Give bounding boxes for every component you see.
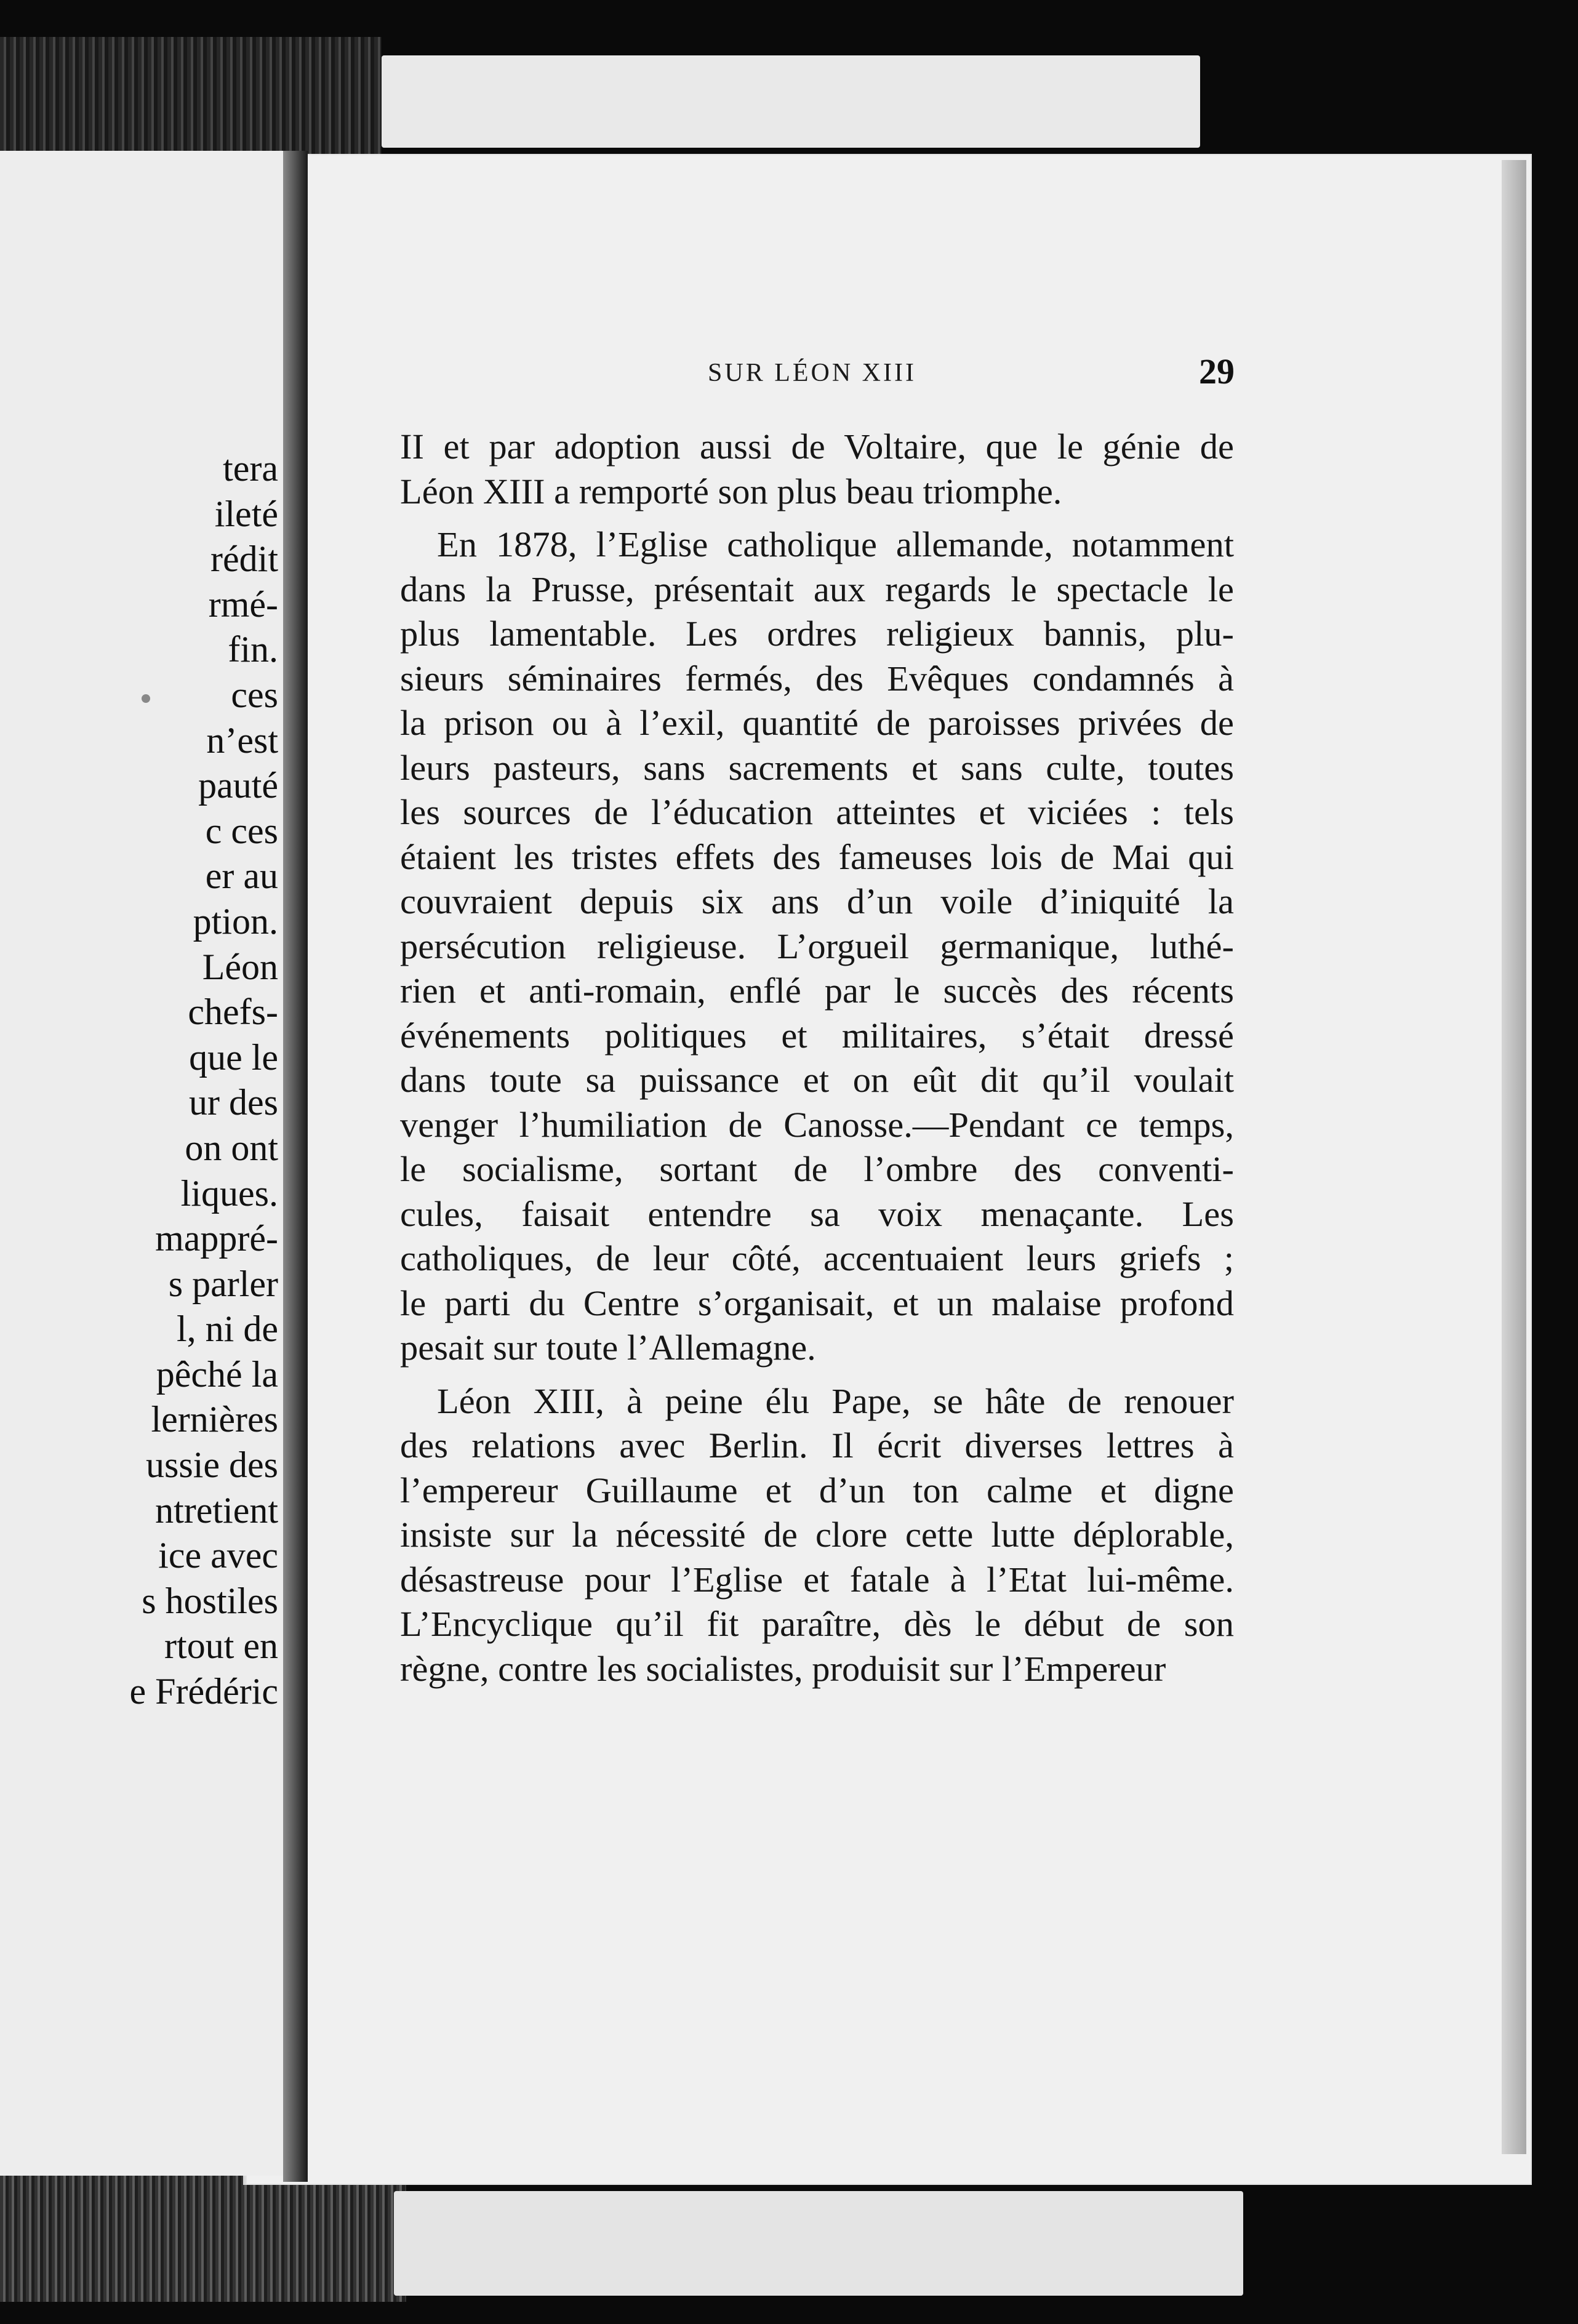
text-line: désastreuse pour l’Eglise et fatale à l’Etat lui-même.: [400, 1559, 1234, 1600]
text-line: insiste sur la nécessité de clore cette lutte déplorable,: [400, 1515, 1234, 1555]
left-page-line: mappré-: [155, 1218, 278, 1259]
left-page-line: pêché la: [156, 1353, 278, 1395]
left-page-line: rmé-: [208, 583, 278, 625]
text-line: cules, faisait entendre sa voix menaçante. Les: [400, 1193, 1234, 1234]
left-page-line: chefs-: [188, 992, 278, 1033]
left-page-line: fin.: [228, 629, 278, 670]
text-line: leurs pasteurs, sans sacrements et sans culte, toutes: [400, 747, 1234, 788]
text-line: dans toute sa puissance et on eût dit qu’il voulait: [400, 1060, 1234, 1100]
text-line: dans la Prusse, présentait aux regards le spectacle le: [400, 569, 1234, 609]
text-line: le parti du Centre s’organisait, et un malaise profond: [400, 1283, 1234, 1323]
left-page-text: [129, 446, 278, 1715]
text-line: le socialisme, sortant de l’ombre des conventi-: [400, 1149, 1234, 1189]
left-page-line: que le: [189, 1036, 278, 1078]
text-line: catholiques, de leur côté, accentuaient leurs griefs ;: [400, 1238, 1234, 1278]
left-page-line: s hostiles: [142, 1580, 278, 1621]
gutter-shadow: [283, 151, 308, 2182]
left-page-line: ussie des: [146, 1444, 278, 1486]
left-page-line: ntretient: [155, 1489, 278, 1531]
left-page-line: tera: [223, 448, 278, 489]
left-page-line: c ces: [205, 810, 278, 851]
text-line: L’Encyclique qu’il fit paraître, dès le début de son: [400, 1604, 1234, 1644]
text-line: l’empereur Guillaume et d’un ton calme et digne: [400, 1470, 1234, 1510]
speck: [142, 694, 150, 703]
text-line: règne, contre les socialistes, produisit sur l’Empereur: [400, 1648, 1166, 1689]
left-page-line: ileté: [214, 493, 278, 534]
running-head: SUR LÉON XIII: [708, 359, 916, 387]
left-page-line: rtout en: [164, 1625, 278, 1667]
paragraph-gap: [400, 1371, 1234, 1379]
text-line: plus lamentable. Les ordres religieux bannis, plu-: [400, 614, 1234, 654]
text-line: En 1878, l’Eglise catholique allemande, notamment: [437, 524, 1234, 564]
text-line: pesait sur toute l’Allemagne.: [400, 1328, 816, 1368]
text-line: venger l’humiliation de Canosse.—Pendant ce temps,: [400, 1104, 1234, 1145]
left-page-line: pauté: [198, 765, 278, 806]
left-page-line: ces: [231, 674, 278, 715]
binding-cloth-top: [0, 37, 382, 160]
left-page: [0, 151, 287, 2176]
left-page-line: lernières: [151, 1399, 278, 1440]
left-page-line: on ont: [185, 1127, 278, 1168]
left-page-line: er au: [205, 855, 278, 897]
left-page-line: Léon: [202, 946, 278, 987]
left-page-line: ice avec: [158, 1535, 278, 1576]
page-number: 29: [1199, 351, 1235, 391]
right-page-edge: [1502, 160, 1526, 2154]
page-edge-top: [382, 55, 1200, 148]
text-line: Léon XIII a remporté son plus beau triomphe.: [400, 471, 1062, 511]
text-line: rien et anti-romain, enflé par le succès des récents: [400, 971, 1234, 1011]
body-text: [400, 425, 1234, 1691]
text-line: événements politiques et militaires, s’était dressé: [400, 1015, 1234, 1056]
left-page-line: l, ni de: [177, 1308, 278, 1350]
left-page-line: s parler: [168, 1263, 278, 1304]
text-line: sieurs séminaires fermés, des Evêques condamnés à: [400, 658, 1234, 699]
text-line: étaient les tristes effets des fameuses lois de Mai qui: [400, 836, 1234, 877]
text-line: Léon XIII, à peine élu Pape, se hâte de renouer: [437, 1380, 1234, 1421]
page-edge-bottom: [394, 2191, 1243, 2296]
text-line: la prison ou à l’exil, quantité de paroisses privées de: [400, 703, 1234, 743]
text-line: persécution religieuse. L’orgueil germanique, luthé-: [400, 926, 1234, 966]
left-page-line: liques.: [180, 1172, 278, 1214]
paragraph-gap: [400, 514, 1234, 523]
text-line: des relations avec Berlin. Il écrit diverses lettres à: [400, 1425, 1234, 1465]
left-page-line: n’est: [206, 719, 278, 761]
left-page-line: ption.: [193, 900, 278, 942]
left-page-line: e Frédéric: [129, 1671, 278, 1712]
left-page-line: rédit: [210, 539, 278, 580]
text-line: II et par adoption aussi de Voltaire, que le génie de: [400, 427, 1234, 467]
left-page-line: ur des: [189, 1082, 278, 1123]
text-line: couvraient depuis six ans d’un voile d’iniquité la: [400, 881, 1234, 921]
text-line: les sources de l’éducation atteintes et viciées : tels: [400, 792, 1234, 832]
